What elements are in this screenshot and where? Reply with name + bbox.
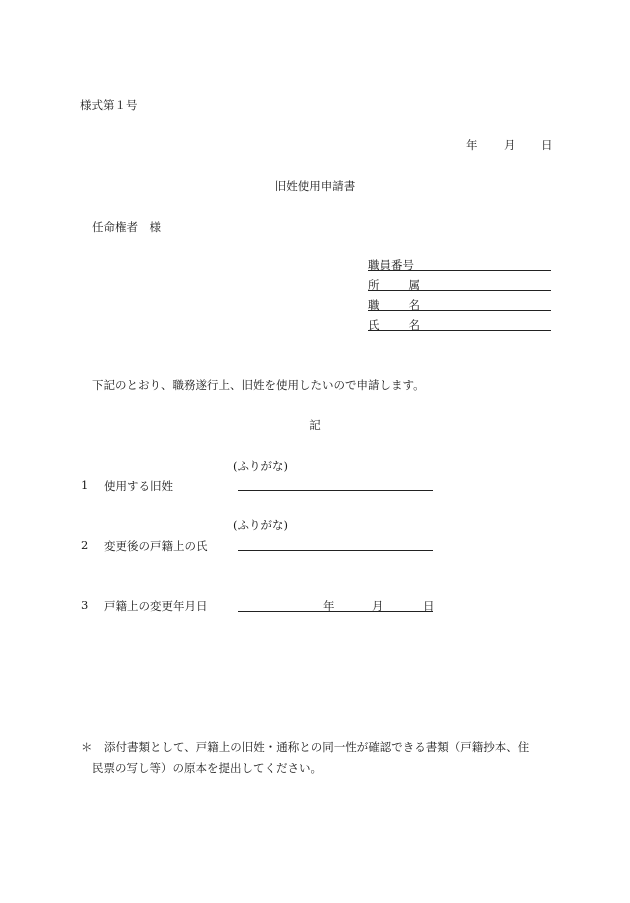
item3-year: 年: [323, 599, 335, 613]
date-day: 日: [541, 138, 553, 152]
item3-label: 戸籍上の変更年月日: [104, 599, 208, 613]
position-line: [368, 310, 551, 311]
item3-month: 月: [372, 599, 384, 613]
item1-furigana: (ふりがな): [233, 459, 288, 473]
note-line2: 民票の写し等）の原本を提出してください。: [92, 761, 322, 775]
item2-number: 2: [81, 538, 89, 552]
affiliation-line: [368, 290, 551, 291]
item2-furigana: (ふりがな): [233, 518, 288, 532]
note-mark: ＊: [81, 740, 93, 754]
item1-line: [238, 490, 433, 491]
item2-label: 変更後の戸籍上の氏: [104, 539, 208, 553]
staff-number-line: [368, 270, 551, 271]
affiliation-label: 所 属: [368, 278, 420, 292]
item1-label: 使用する旧姓: [104, 479, 173, 493]
staff-number-label: 職員番号: [368, 258, 414, 272]
document-title: 旧姓使用申請書: [274, 179, 356, 193]
date-month: 月: [504, 138, 516, 152]
item2-line: [238, 550, 433, 551]
item3-number: 3: [81, 598, 89, 612]
item1-number: 1: [81, 478, 89, 492]
item3-day: 日: [423, 599, 435, 613]
name-label: 氏 名: [368, 318, 420, 332]
note-line1: 添付書類として、戸籍上の旧姓・通称との同一性が確認できる書類（戸籍抄本、住: [104, 740, 530, 754]
intro-text: 下記のとおり、職務遂行上、旧姓を使用したいので申請します。: [92, 378, 425, 392]
ki-heading: 記: [309, 418, 321, 432]
name-line: [368, 330, 551, 331]
date-year: 年: [466, 138, 478, 152]
addressee: 任命権者 様: [92, 220, 161, 234]
form-number: 様式第１号: [80, 98, 138, 112]
item3-line: [238, 611, 433, 612]
position-label: 職 名: [368, 298, 420, 312]
